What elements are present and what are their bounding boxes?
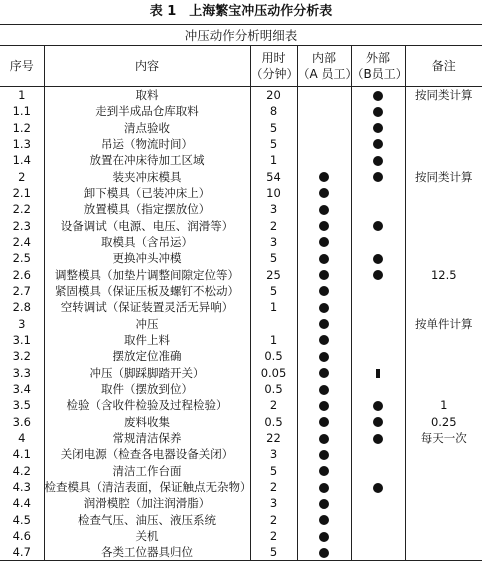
cell-no: 3.5 xyxy=(12,398,31,413)
cell-content: 摆放定位准确 xyxy=(44,348,250,364)
cell-external xyxy=(351,381,405,397)
dot-marker-icon xyxy=(319,172,329,182)
dot-marker-icon xyxy=(319,237,329,247)
cell-note: 按同类计算 xyxy=(405,87,482,104)
cell-no: 2.8 xyxy=(12,300,31,315)
cell-content: 放置在冲床待加工区域 xyxy=(44,152,250,168)
dot-marker-icon xyxy=(319,532,329,542)
cell-no: 2.4 xyxy=(12,234,31,249)
cell-internal xyxy=(297,119,351,135)
cell-content: 调整模具（加垫片调整间隙定位等） xyxy=(44,266,250,282)
cell-internal xyxy=(297,185,351,201)
cell-content: 空转调试（保证装置灵活无异响） xyxy=(44,299,250,315)
dot-marker-icon xyxy=(319,335,329,345)
dot-marker-icon xyxy=(373,401,383,411)
cell-no: 3.3 xyxy=(12,365,31,380)
dot-marker-icon xyxy=(373,91,383,101)
header-external-line2: （B员工） xyxy=(351,67,408,81)
cell-content: 润滑模腔（加注润滑脂） xyxy=(44,495,250,511)
table-row xyxy=(0,463,482,479)
header-time xyxy=(250,46,297,87)
cell-note xyxy=(405,479,482,495)
cell-no: 4 xyxy=(18,431,26,446)
cell-internal xyxy=(297,479,351,495)
cell-time: 2 xyxy=(250,397,297,413)
cell-no: 3 xyxy=(18,316,26,331)
cell-external xyxy=(351,283,405,299)
cell-time: 22 xyxy=(250,430,297,446)
cell-external xyxy=(351,315,405,331)
cell-note: 1 xyxy=(405,397,482,413)
header-internal xyxy=(297,46,358,87)
dot-marker-icon xyxy=(373,483,383,493)
cell-note xyxy=(405,217,482,233)
cell-note xyxy=(405,299,482,315)
cell-note xyxy=(405,544,482,561)
dot-marker-icon xyxy=(373,139,383,149)
table-row xyxy=(0,544,482,561)
cell-no: 1.3 xyxy=(12,136,31,151)
header-internal-line1: 内部 xyxy=(311,51,336,65)
header-time-line2: （分钟） xyxy=(250,67,299,81)
cell-external xyxy=(351,544,405,561)
cell-external xyxy=(351,152,405,168)
cell-note xyxy=(405,381,482,397)
cell-external xyxy=(351,512,405,528)
cell-internal xyxy=(297,234,351,250)
dot-marker-icon xyxy=(319,270,329,280)
table-row xyxy=(0,479,482,495)
table-row xyxy=(0,136,482,152)
cell-no: 4.3 xyxy=(12,480,31,495)
cell-note: 按单件计算 xyxy=(405,315,482,331)
table-row xyxy=(0,185,482,201)
cell-note xyxy=(405,283,482,299)
cell-note: 每天一次 xyxy=(405,430,482,446)
dot-marker-icon xyxy=(319,434,329,444)
cell-internal xyxy=(297,168,351,184)
dot-marker-icon xyxy=(319,254,329,264)
cell-content: 取件（摆放到位） xyxy=(44,381,250,397)
cell-no: 1.1 xyxy=(12,104,31,119)
cell-content: 取料 xyxy=(44,87,250,104)
cell-time: 5 xyxy=(250,463,297,479)
cell-external xyxy=(351,185,405,201)
cell-no: 3.4 xyxy=(12,382,31,397)
cell-internal xyxy=(297,87,351,104)
cell-content: 常规清洁保养 xyxy=(44,430,250,446)
cell-internal xyxy=(297,463,351,479)
dot-marker-icon xyxy=(319,466,329,476)
cell-external xyxy=(351,495,405,511)
cell-time: 2 xyxy=(250,479,297,495)
cell-internal xyxy=(297,348,351,364)
cell-note xyxy=(405,463,482,479)
cell-time: 25 xyxy=(250,266,297,282)
cell-no: 2.6 xyxy=(12,267,31,282)
table-row xyxy=(0,217,482,233)
cell-time: 54 xyxy=(250,168,297,184)
header-row xyxy=(0,46,482,87)
table-row xyxy=(0,103,482,119)
table-row xyxy=(0,152,482,168)
cell-internal xyxy=(297,250,351,266)
cell-no: 2.7 xyxy=(12,283,31,298)
cell-external xyxy=(351,136,405,152)
cell-time: 2 xyxy=(250,512,297,528)
cell-internal xyxy=(297,381,351,397)
cell-time: 5 xyxy=(250,136,297,152)
cell-internal xyxy=(297,528,351,544)
cell-note xyxy=(405,528,482,544)
cell-external xyxy=(351,234,405,250)
cell-external xyxy=(351,201,405,217)
cell-content: 检查气压、油压、液压系统 xyxy=(44,512,250,528)
dot-marker-icon xyxy=(319,548,329,558)
cell-note xyxy=(405,495,482,511)
cell-external xyxy=(351,168,405,184)
cell-note xyxy=(405,152,482,168)
cell-external xyxy=(351,479,405,495)
cell-internal xyxy=(297,495,351,511)
cell-time: 1 xyxy=(250,152,297,168)
cell-note xyxy=(405,348,482,364)
table-title: 表 1 上海繁宝冲压动作分析表 xyxy=(149,4,333,19)
cell-time: 5 xyxy=(250,283,297,299)
table-row xyxy=(0,234,482,250)
table-row xyxy=(0,430,482,446)
cell-external xyxy=(351,397,405,413)
table-row xyxy=(0,348,482,364)
cell-internal xyxy=(297,266,351,282)
cell-time: 2 xyxy=(250,217,297,233)
cell-internal xyxy=(297,512,351,528)
table-body xyxy=(0,87,482,561)
cell-content: 卸下模具（已装冲床上） xyxy=(44,185,250,201)
cell-content: 设备调试（电源、电压、润滑等） xyxy=(44,217,250,233)
cell-internal xyxy=(297,332,351,348)
cell-note xyxy=(405,332,482,348)
dot-marker-icon xyxy=(319,368,329,378)
dot-marker-icon xyxy=(373,221,383,231)
table-row xyxy=(0,266,482,282)
cell-no: 2.1 xyxy=(12,185,31,200)
cell-external xyxy=(351,217,405,233)
cell-no: 2 xyxy=(18,169,26,184)
table-row xyxy=(0,201,482,217)
cell-external xyxy=(351,463,405,479)
cell-note xyxy=(405,201,482,217)
cell-internal xyxy=(297,283,351,299)
cell-content: 冲压 xyxy=(44,315,250,331)
cell-no: 1.2 xyxy=(12,120,31,135)
table-row xyxy=(0,299,482,315)
dot-marker-icon xyxy=(373,270,383,280)
subtitle-row xyxy=(0,25,482,46)
dot-marker-icon xyxy=(319,352,329,362)
cell-internal xyxy=(297,430,351,446)
cell-internal xyxy=(297,414,351,430)
cell-time: 5 xyxy=(250,544,297,561)
cell-no: 4.1 xyxy=(12,447,31,462)
dot-marker-icon xyxy=(319,450,329,460)
cell-no: 3.1 xyxy=(12,332,31,347)
cell-note xyxy=(405,234,482,250)
cell-content: 各类工位器具归位 xyxy=(44,544,250,561)
dot-marker-icon xyxy=(319,188,329,198)
cell-note: 0.25 xyxy=(405,414,482,430)
cell-internal xyxy=(297,315,351,331)
header-time-line1: 用时 xyxy=(261,51,286,65)
cell-no: 3.6 xyxy=(12,414,31,429)
cell-external xyxy=(351,528,405,544)
cell-note xyxy=(405,185,482,201)
table-row xyxy=(0,283,482,299)
cell-external xyxy=(351,87,405,104)
cell-internal xyxy=(297,299,351,315)
cell-time: 0.05 xyxy=(250,365,297,381)
cell-note: 按同类计算 xyxy=(405,168,482,184)
table-subtitle: 冲压动作分析明细表 xyxy=(0,25,482,46)
cell-external xyxy=(351,348,405,364)
dot-marker-icon xyxy=(373,156,383,166)
cell-time: 8 xyxy=(250,103,297,119)
cell-time: 3 xyxy=(250,234,297,250)
cell-content: 清点验收 xyxy=(44,119,250,135)
cell-content: 更换冲头冲模 xyxy=(44,250,250,266)
header-note: 备注 xyxy=(405,46,482,87)
header-internal-line2: （A 员工） xyxy=(297,67,358,81)
cell-no: 4.2 xyxy=(12,463,31,478)
dot-marker-icon xyxy=(319,319,329,329)
cell-content: 装夹冲床模具 xyxy=(44,168,250,184)
cell-time xyxy=(250,315,297,331)
cell-no: 4.7 xyxy=(12,545,31,560)
cell-internal xyxy=(297,152,351,168)
cell-content: 冲压（脚踩脚踏开关） xyxy=(44,365,250,381)
dot-marker-icon xyxy=(373,417,383,427)
table-row xyxy=(0,528,482,544)
cell-note xyxy=(405,119,482,135)
cell-no: 4.5 xyxy=(12,512,31,527)
cell-time: 1 xyxy=(250,299,297,315)
dot-marker-icon xyxy=(319,221,329,231)
cell-content: 关机 xyxy=(44,528,250,544)
cell-external xyxy=(351,446,405,462)
dot-marker-icon xyxy=(373,123,383,133)
cell-note xyxy=(405,103,482,119)
cell-no: 3.2 xyxy=(12,349,31,364)
cell-content: 检验（含收件检验及过程检验） xyxy=(44,397,250,413)
cell-time: 1 xyxy=(250,332,297,348)
cell-note xyxy=(405,512,482,528)
dot-marker-icon xyxy=(319,286,329,296)
header-no: 序号 xyxy=(0,46,44,87)
table-row xyxy=(0,495,482,511)
cell-internal xyxy=(297,365,351,381)
cell-content: 走到半成品仓库取料 xyxy=(44,103,250,119)
cell-content: 吊运（物流时间） xyxy=(44,136,250,152)
cell-external xyxy=(351,266,405,282)
cell-content: 放置模具（指定摆放位） xyxy=(44,201,250,217)
table-row xyxy=(0,250,482,266)
table-row xyxy=(0,87,482,104)
dot-marker-icon xyxy=(319,515,329,525)
cell-time: 5 xyxy=(250,250,297,266)
cell-internal xyxy=(297,201,351,217)
cell-external xyxy=(351,332,405,348)
cell-internal xyxy=(297,103,351,119)
cell-time: 0.5 xyxy=(250,381,297,397)
cell-no: 2.3 xyxy=(12,218,31,233)
cell-content: 取件上料 xyxy=(44,332,250,348)
dot-marker-icon xyxy=(319,417,329,427)
cell-content: 取模具（含吊运） xyxy=(44,234,250,250)
header-external-line1: 外部 xyxy=(365,51,390,65)
table-row xyxy=(0,365,482,381)
dot-marker-icon xyxy=(373,107,383,117)
cell-note xyxy=(405,446,482,462)
cell-note: 12.5 xyxy=(405,266,482,282)
cell-no: 4.6 xyxy=(12,529,31,544)
cell-internal xyxy=(297,446,351,462)
cell-note xyxy=(405,136,482,152)
header-external xyxy=(351,46,408,87)
cell-time: 2 xyxy=(250,528,297,544)
cell-time: 20 xyxy=(250,87,297,104)
cell-content: 废料收集 xyxy=(44,414,250,430)
cell-content: 紧固模具（保证压板及螺钉不松动） xyxy=(44,283,250,299)
dot-marker-icon xyxy=(319,303,329,313)
cell-time: 5 xyxy=(250,119,297,135)
table-row xyxy=(0,414,482,430)
cell-external xyxy=(351,299,405,315)
cell-note xyxy=(405,250,482,266)
cell-time: 0.5 xyxy=(250,414,297,430)
cell-content: 关闭电源（检查各电器设备关闭） xyxy=(44,446,250,462)
cell-internal xyxy=(297,544,351,561)
cell-content: 清洁工作台面 xyxy=(44,463,250,479)
action-analysis-table xyxy=(0,24,482,561)
cell-content: 检查模具（清洁表面，保证触点无杂物） xyxy=(44,480,252,495)
table-row xyxy=(0,397,482,413)
cell-no: 1 xyxy=(18,88,26,102)
dot-marker-icon xyxy=(319,401,329,411)
cell-no: 2.2 xyxy=(12,202,31,217)
cell-time: 3 xyxy=(250,446,297,462)
table-row xyxy=(0,332,482,348)
dot-marker-icon xyxy=(373,434,383,444)
cell-internal xyxy=(297,217,351,233)
table-row xyxy=(0,381,482,397)
dot-marker-icon xyxy=(373,172,383,182)
dot-marker-icon xyxy=(373,254,383,264)
cell-time: 3 xyxy=(250,201,297,217)
cell-no: 1.4 xyxy=(12,153,31,168)
dot-marker-icon xyxy=(319,205,329,215)
cell-external xyxy=(351,430,405,446)
table-row xyxy=(0,168,482,184)
cell-external xyxy=(351,365,405,381)
bar-marker-icon xyxy=(376,369,380,378)
header-content: 内容 xyxy=(44,46,250,87)
cell-no: 2.5 xyxy=(12,251,31,266)
dot-marker-icon xyxy=(319,499,329,509)
table-row xyxy=(0,446,482,462)
cell-time: 3 xyxy=(250,495,297,511)
table-row xyxy=(0,315,482,331)
table-row xyxy=(0,512,482,528)
dot-marker-icon xyxy=(319,385,329,395)
cell-internal xyxy=(297,136,351,152)
cell-time: 0.5 xyxy=(250,348,297,364)
table-row xyxy=(0,119,482,135)
cell-external xyxy=(351,103,405,119)
cell-external xyxy=(351,119,405,135)
cell-internal xyxy=(297,397,351,413)
dot-marker-icon xyxy=(319,483,329,493)
cell-no: 4.4 xyxy=(12,496,31,511)
cell-note xyxy=(405,365,482,381)
cell-time: 10 xyxy=(250,185,297,201)
cell-external xyxy=(351,250,405,266)
cell-external xyxy=(351,414,405,430)
